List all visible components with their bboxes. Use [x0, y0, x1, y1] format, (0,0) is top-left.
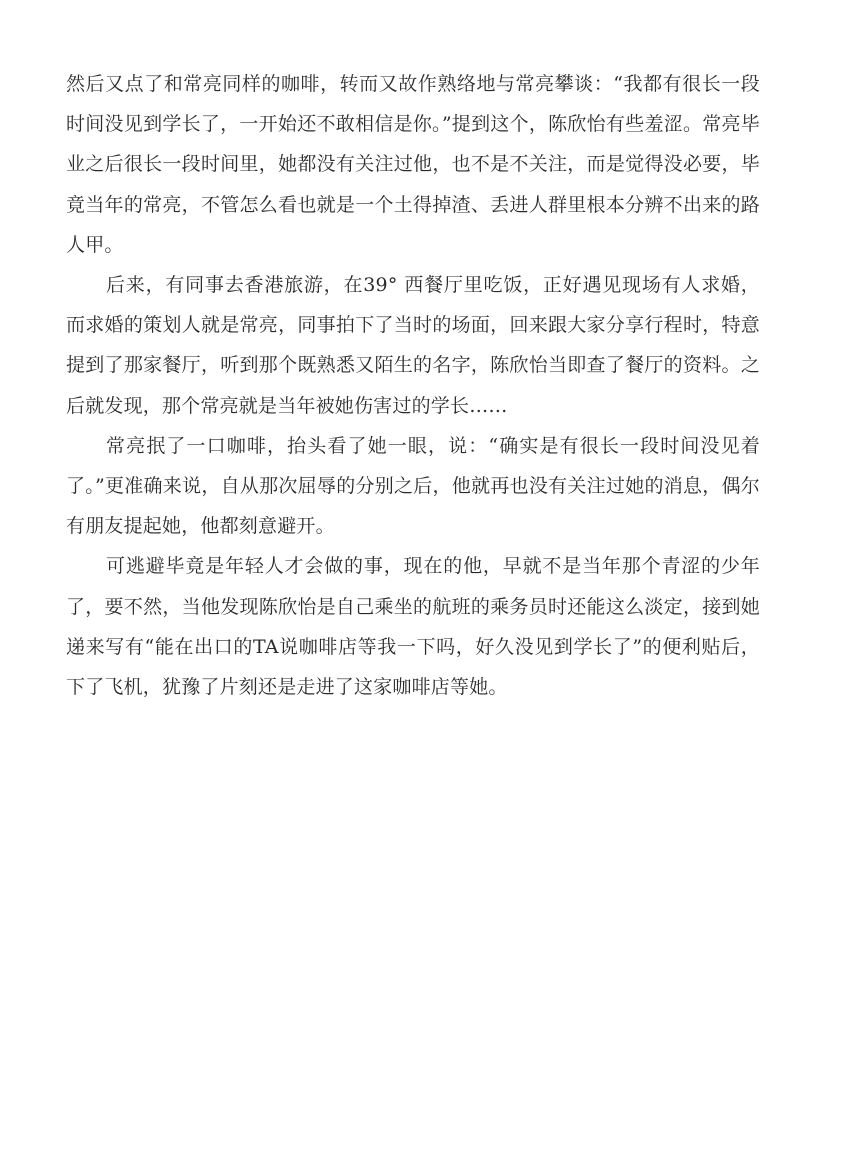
body-text [66, 64, 760, 707]
paragraph-2: 后来，有同事去香港旅游，在39° 西餐厅里吃饭，正好遇见现场有人求婚，而求婚的策划人就是常亮，同事拍下了当时的场面，回来跟大家分享行程时，特意提到了那家餐厅，听到那个既熟悉又陌生的名字，陈欣怡当即查了餐厅的资料。之后就发现，那个常亮就是当年被她伤害过的学长…… [66, 274, 760, 417]
paragraph-3: 常亮抿了一口咖啡，抬头看了她一眼，说：“确实是有很长一段时间没见着了。”更准确来说，自从那次屈辱的分别之后，他就再也没有关注过她的消息，偶尔有朋友提起她，他都刻意避开。 [66, 434, 760, 538]
paragraph-4: 可逃避毕竟是年轻人才会做的事，现在的他，早就不是当年那个青涩的少年了，要不然，当他发现陈欣怡是自己乘坐的航班的乘务员时还能这么淡定，接到她递来写有“能在出口的TA说咖啡店等我一下吗，好久没见到学长了”的便利贴后，下了飞机，犹豫了片刻还是走进了这家咖啡店等她。 [66, 555, 760, 699]
paragraph-1: 然后又点了和常亮同样的咖啡，转而又故作熟络地与常亮攀谈：“我都有很长一段时间没见到学长了，一开始还不敢相信是你。”提到这个，陈欣怡有些羞涩。常亮毕业之后很长一段时间里，她都没有关注过他，也不是不关注，而是觉得没必要，毕竟当年的常亮，不管怎么看也就是一个土得掉渣、丢进人群里根本分辨不出来的路人甲。 [66, 73, 760, 256]
